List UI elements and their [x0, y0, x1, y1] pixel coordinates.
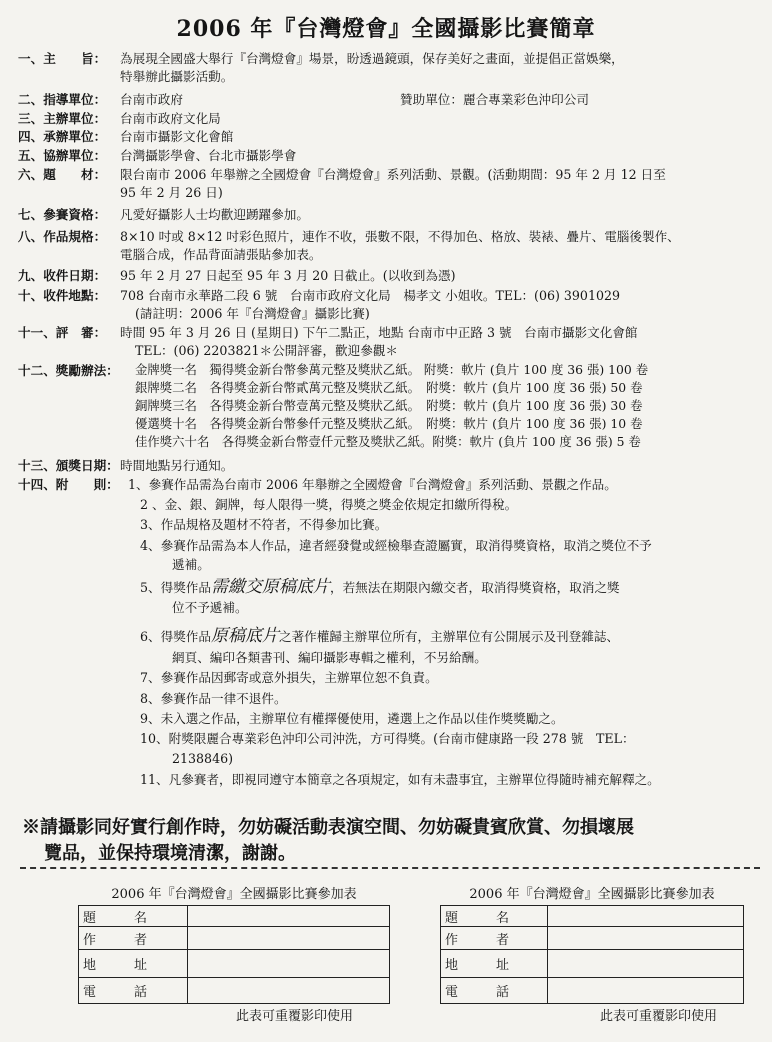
annex-item-5-emphasis: 需繳交原稿底片	[210, 577, 330, 597]
section-text: 特舉辦此攝影活動。	[120, 69, 234, 84]
annex-item-6-b: 之著作權歸主辦單位所有，主辦單位有公開展示及刊登雜誌、	[278, 629, 620, 644]
form-field-address[interactable]	[548, 950, 744, 978]
cut-line	[20, 867, 760, 869]
section-label: 一、主 旨：	[18, 51, 107, 66]
section-text: 708 台南市永華路二段 6 號 台南市政府文化局 楊孝文 小姐收。TEL：(06) 3901029	[120, 288, 620, 303]
form-label-title: 題名	[441, 906, 548, 927]
award-silver: 銀牌獎二名 各得獎金新台幣貳萬元整及獎狀乙紙。 附獎：軟片 (負片 100 度 36 張) 50 卷	[135, 380, 643, 395]
form-field-title[interactable]	[548, 906, 744, 927]
annex-item-6-cont: 網頁、編印各類書刊、編印攝影專輯之權利，不另給酬。	[172, 650, 487, 665]
section-text: 台南市政府文化局	[120, 111, 221, 126]
page-title: 2006 年『台灣燈會』全國攝影比賽簡章	[176, 16, 596, 42]
annex-item-5	[140, 578, 620, 597]
annex-item-5-cont: 位不予遞補。	[172, 600, 248, 615]
section-text: 時間 95 年 3 月 26 日 (星期日) 下午二點正，地點 台南市中正路 3 號 台南市攝影文化會館	[120, 325, 638, 340]
section-text: TEL：(06) 2203821＊公開評審，歡迎參觀＊	[135, 343, 399, 358]
section-text: 電腦合成，作品背面請張貼參加表。	[120, 247, 322, 262]
annex-item-6	[140, 627, 619, 646]
entry-form-title: 2006 年『台灣燈會』全國攝影比賽參加表	[469, 887, 715, 902]
entry-form-left	[78, 883, 390, 1033]
annex-item-5-a: 5、得獎作品	[140, 580, 211, 595]
form-label-address: 地址	[79, 950, 188, 978]
section-text: 台灣攝影學會、台北市攝影學會	[120, 148, 297, 163]
section-text: 台南市攝影文化會館	[120, 129, 234, 144]
form-field-address[interactable]	[188, 950, 390, 978]
annex-item-11: 11、凡參賽者，即視同遵守本簡章之各項規定，如有未盡事宜，主辦單位得隨時補充解釋之。	[140, 772, 660, 787]
form-label-title: 題名	[79, 906, 188, 927]
annex-item-4: 4、參賽作品需為本人作品，違者經發覺或經檢舉查證屬實，取消得獎資格，取消之獎位不予	[140, 538, 652, 553]
form-label-phone: 電話	[79, 978, 188, 1004]
annex-item-1: 1、參賽作品需為台南市 2006 年舉辦之全國燈會『台灣燈會』系列活動、景觀之作品。	[128, 477, 617, 492]
section-label: 二、指導單位：	[18, 92, 107, 107]
form-field-phone[interactable]	[188, 978, 390, 1004]
entry-form-footer: 此表可重覆影印使用	[600, 1009, 718, 1024]
annex-item-4-cont: 遞補。	[172, 557, 210, 572]
form-label-phone: 電話	[441, 978, 548, 1004]
awards-label: 十二、獎勵辦法：	[18, 363, 119, 378]
annex-item-6-emphasis: 原稿底片	[210, 626, 279, 646]
form-field-title[interactable]	[188, 906, 390, 927]
form-field-phone[interactable]	[548, 978, 744, 1004]
award-honorable: 佳作獎六十名 各得獎金新台幣壹仟元整及獎狀乙紙。附獎：軟片 (負片 100 度 36 張) 5 卷	[135, 434, 641, 449]
annex-item-6-a: 6、得獎作品	[140, 629, 211, 644]
annex-label: 十四、附 則：	[18, 477, 119, 492]
annex-item-9: 9、未入選之作品，主辦單位有權擇優使用，遴選上之作品以佳作獎獎勵之。	[140, 711, 564, 726]
entry-form-table	[440, 905, 744, 1004]
section-text: 8×10 吋或 8×12 吋彩色照片，連作不收，張數不限，不得加色、格放、裝裱、疊片、電腦後製作、	[120, 229, 680, 244]
annex-item-3: 3、作品規格及題材不符者，不得參加比賽。	[140, 517, 388, 532]
section-13-text: 時間地點另行通知。	[120, 458, 234, 473]
entry-form-title: 2006 年『台灣燈會』全國攝影比賽參加表	[111, 887, 357, 902]
section-label: 九、收件日期：	[18, 268, 107, 283]
section-text: 95 年 2 月 27 日起至 95 年 3 月 20 日截止。(以收到為憑)	[120, 268, 456, 283]
section-label: 七、參賽資格：	[18, 207, 107, 222]
notice	[22, 815, 762, 867]
annex-item-2: 2 、金、銀、銅牌，每人限得一獎，得獎之獎金依規定扣繳所得稅。	[140, 497, 518, 512]
section-text: 為展現全國盛大舉行『台灣燈會』場景，盼透過鏡頭，保存美好之畫面，並提倡正當娛樂，	[120, 51, 624, 66]
section-text: 凡愛好攝影人士均歡迎踴躍參加。	[120, 207, 309, 222]
form-label-author: 作者	[79, 927, 188, 950]
form-field-author[interactable]	[548, 927, 744, 950]
annex-item-7: 7、參賽作品因郵寄或意外損失，主辦單位恕不負責。	[140, 670, 438, 685]
annex-item-5-b: ，若無法在期限內繳交者，取消得獎資格，取消之獎	[329, 580, 620, 595]
form-field-author[interactable]	[188, 927, 390, 950]
annex-item-10: 10、附獎限麗合專業彩色沖印公司沖洗，方可得獎。(台南市健康路一段 278 號 TEL：	[140, 731, 635, 746]
section-text: 台南市政府	[120, 92, 183, 107]
annex-item-10-cont: 2138846)	[172, 751, 234, 766]
section-label: 四、承辦單位：	[18, 129, 107, 144]
form-label-author: 作者	[441, 927, 548, 950]
sponsor-text: 贊助單位：麗合專業彩色沖印公司	[400, 92, 589, 107]
entry-form-footer: 此表可重覆影印使用	[236, 1009, 354, 1024]
annex-item-8: 8、參賽作品一律不退件。	[140, 691, 287, 706]
section-text: 95 年 2 月 26 日)	[120, 185, 223, 200]
entry-form-table	[78, 905, 390, 1004]
award-merit: 優選獎十名 各得獎金新台幣參仟元整及獎狀乙紙。 附獎：軟片 (負片 100 度 36 張) 10 卷	[135, 416, 643, 431]
section-label: 三、主辦單位：	[18, 111, 107, 126]
notice-line-2: 覽品，並保持環境清潔，謝謝。	[44, 843, 296, 864]
award-bronze: 銅牌獎三名 各得獎金新台幣壹萬元整及獎狀乙紙。 附獎：軟片 (負片 100 度 36 張) 30 卷	[135, 398, 643, 413]
section-text: (請註明：2006 年『台灣燈會』攝影比賽)	[135, 306, 370, 321]
award-gold: 金牌獎一名 獨得獎金新台幣參萬元整及獎狀乙紙。 附獎：軟片 (負片 100 度 36 張) 100 卷	[135, 362, 649, 377]
section-label: 十一、評 審：	[18, 325, 107, 340]
section-label: 十、收件地點：	[18, 288, 107, 303]
notice-line-1: ※請攝影同好實行創作時，勿妨礙活動表演空間、勿妨礙貴賓欣賞、勿損壞展	[22, 817, 634, 838]
section-label: 五、協辦單位：	[18, 148, 107, 163]
form-label-address: 地址	[441, 950, 548, 978]
entry-form-right	[440, 883, 744, 1033]
section-label: 八、作品規格：	[18, 229, 107, 244]
section-13-label: 十三、頒獎日期：	[18, 458, 119, 473]
section-text: 限台南市 2006 年舉辦之全國燈會『台灣燈會』系列活動、景觀。(活動期間：95 年 2 月 12 日至	[120, 167, 666, 182]
section-label: 六、題 材：	[18, 167, 107, 182]
